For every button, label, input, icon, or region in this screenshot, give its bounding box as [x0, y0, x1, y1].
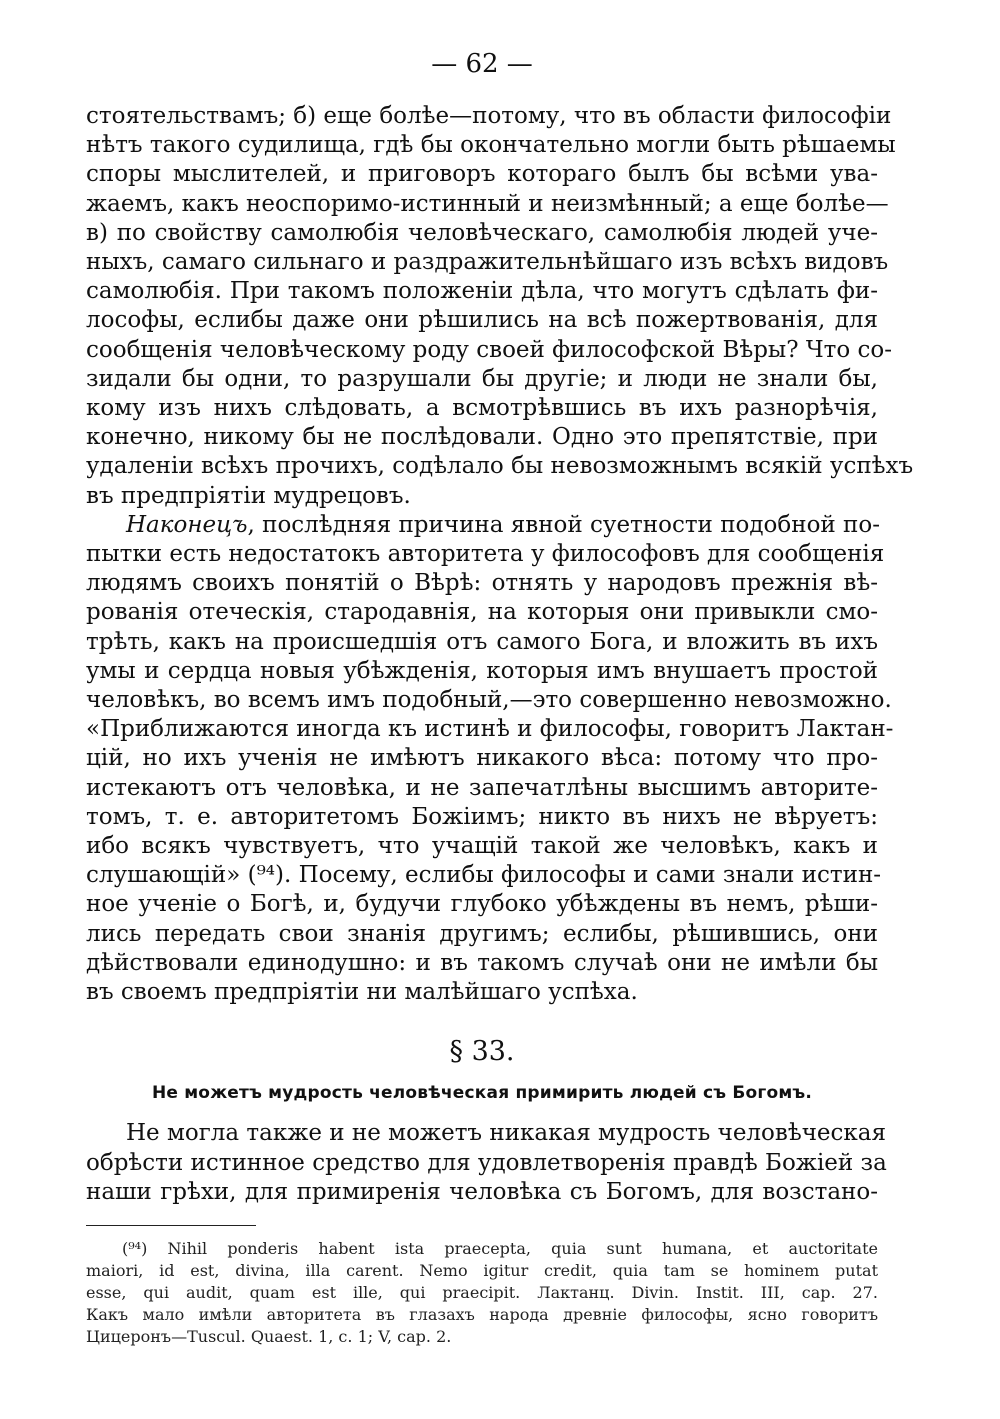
text-line: Не могла также и не можетъ никакая мудрость человѣческая — [126, 1120, 886, 1147]
text-line: «Приближаются иногда къ истинѣ и философы, говоритъ Лактан- — [86, 716, 894, 743]
paragraph-1 — [86, 102, 914, 511]
text-line: жаемъ, какъ неоспоримо-истинный и неизмѣнный; а еще болѣе— — [86, 190, 889, 217]
text-line: кому изъ нихъ слѣдовать, а всмотрѣвшись въ ихъ разнорѣчія, — [86, 395, 878, 422]
text-line: обрѣсти истинное средство для удовлетворенія правдѣ Божіей за — [86, 1149, 887, 1176]
text-line: ныхъ, самаго сильнаго и раздражительнѣйшаго изъ всѣхъ видовъ — [86, 249, 889, 276]
text-line-first — [86, 511, 878, 540]
text-line: ное ученіе о Богѣ, и, будучи глубоко убѣждены въ немъ, рѣши- — [86, 891, 878, 918]
text-line: конечно, никому бы не послѣдовали. Одно это препятствіе, при — [86, 424, 878, 451]
page-number: — 62 — — [431, 49, 533, 79]
text-line: лись передать свои знанія другимъ; еслибы, рѣшившись, они — [86, 920, 878, 947]
text-line: споры мыслителей, и приговоръ котораго былъ бы всѣми ува- — [86, 161, 878, 188]
paragraph-3 — [86, 1119, 887, 1207]
footnote-line: esse, qui audit, quam est ille, qui praecipit. Лактанц. Divin. Instit. III, cap. 27. — [86, 1282, 878, 1302]
text-line: зидали бы одни, то разрушали бы другіе; и люди не знали бы, — [86, 365, 878, 392]
emphasized-word: Наконецъ — [126, 511, 248, 538]
footnote-line: Цицеронъ—Tuscul. Quaest. 1, c. 1; V, cap. 2. — [86, 1326, 452, 1346]
text-line: нѣтъ такого судилища, гдѣ бы окончательно могли быть рѣшаемы — [86, 132, 896, 159]
text-line: слушающій» (⁹⁴). Посему, еслибы философы и сами знали истин- — [86, 862, 882, 889]
text-line: человѣкъ, во всемъ имъ подобный,—это совершенно невозможно. — [86, 687, 892, 714]
text-line: томъ, т. е. авторитетомъ Божіимъ; никто въ нихъ не вѣруетъ: — [86, 803, 878, 830]
text-line: умы и сердца новыя убѣжденія, которыя имъ внушаетъ простой — [86, 657, 878, 684]
text-line: в) по свойству самолюбія человѣческаго, самолюбія людей уче- — [86, 219, 878, 246]
footnote-divider — [86, 1225, 256, 1226]
text-line: самолюбія. При такомъ положеніи дѣла, что могутъ сдѣлать фи- — [86, 278, 878, 305]
section-number: § 33. — [449, 1036, 515, 1068]
text-line: рованія отеческія, стародавнія, на которыя они привыкли смо- — [86, 599, 878, 626]
text-line: стоятельствамъ; б) еще болѣе—потому, что въ области философіи — [86, 103, 892, 129]
footnote-line: (⁹⁴) Nihil ponderis habent ista praecepta, quia sunt humana, et auctoritate — [122, 1238, 878, 1258]
document-page — [86, 48, 914, 1348]
paragraph-2 — [86, 511, 894, 1007]
footnote-94 — [86, 1238, 878, 1348]
text-line: цій, но ихъ ученія не имѣютъ никакого вѣса: потому что про- — [86, 745, 878, 772]
text-fragment: , послѣдняя причина явной суетности подобной по- — [247, 511, 880, 538]
footnote-line: maiori, id est, divina, illa carent. Nemo igitur credit, quia tam se hominem putat — [86, 1260, 878, 1280]
text-line: истекаютъ отъ человѣка, и не запечатлѣны высшимъ авторите- — [86, 774, 878, 801]
text-line: сообщенія человѣческому роду своей философской Вѣры? Что со- — [86, 336, 893, 363]
text-line: пытки есть недостатокъ авторитета у философовъ для сообщенія — [86, 541, 885, 568]
text-line: людямъ своихъ понятій о Вѣрѣ: отнять у народовъ прежнія вѣ- — [86, 570, 878, 597]
text-line: трѣть, какъ на происшедшія отъ самого Бога, и вложить въ ихъ — [86, 628, 878, 655]
text-line: въ предпріятіи мудрецовъ. — [86, 482, 411, 509]
footnote-line: Какъ мало имѣли авторитета въ глазахъ народа древніе философы, ясно говоритъ — [86, 1304, 878, 1324]
text-line: лософы, еслибы даже они рѣшились на всѣ пожертвованія, для — [86, 307, 878, 334]
text-line: удаленіи всѣхъ прочихъ, содѣлало бы невозможнымъ всякій успѣхъ — [86, 453, 914, 480]
text-line: въ своемъ предпріятіи ни малѣйшаго успѣха. — [86, 979, 638, 1006]
section-title: Не можетъ мудрость человѣческая примирить людей съ Богомъ. — [151, 1083, 813, 1104]
text-line: ибо всякъ чувствуетъ, что учащій такой же человѣкъ, какъ и — [86, 833, 878, 860]
text-line: наши грѣхи, для примиренія человѣка съ Богомъ, для возстано- — [86, 1178, 878, 1205]
text-line: дѣйствовали единодушно: и въ такомъ случаѣ они не имѣли бы — [86, 949, 878, 976]
